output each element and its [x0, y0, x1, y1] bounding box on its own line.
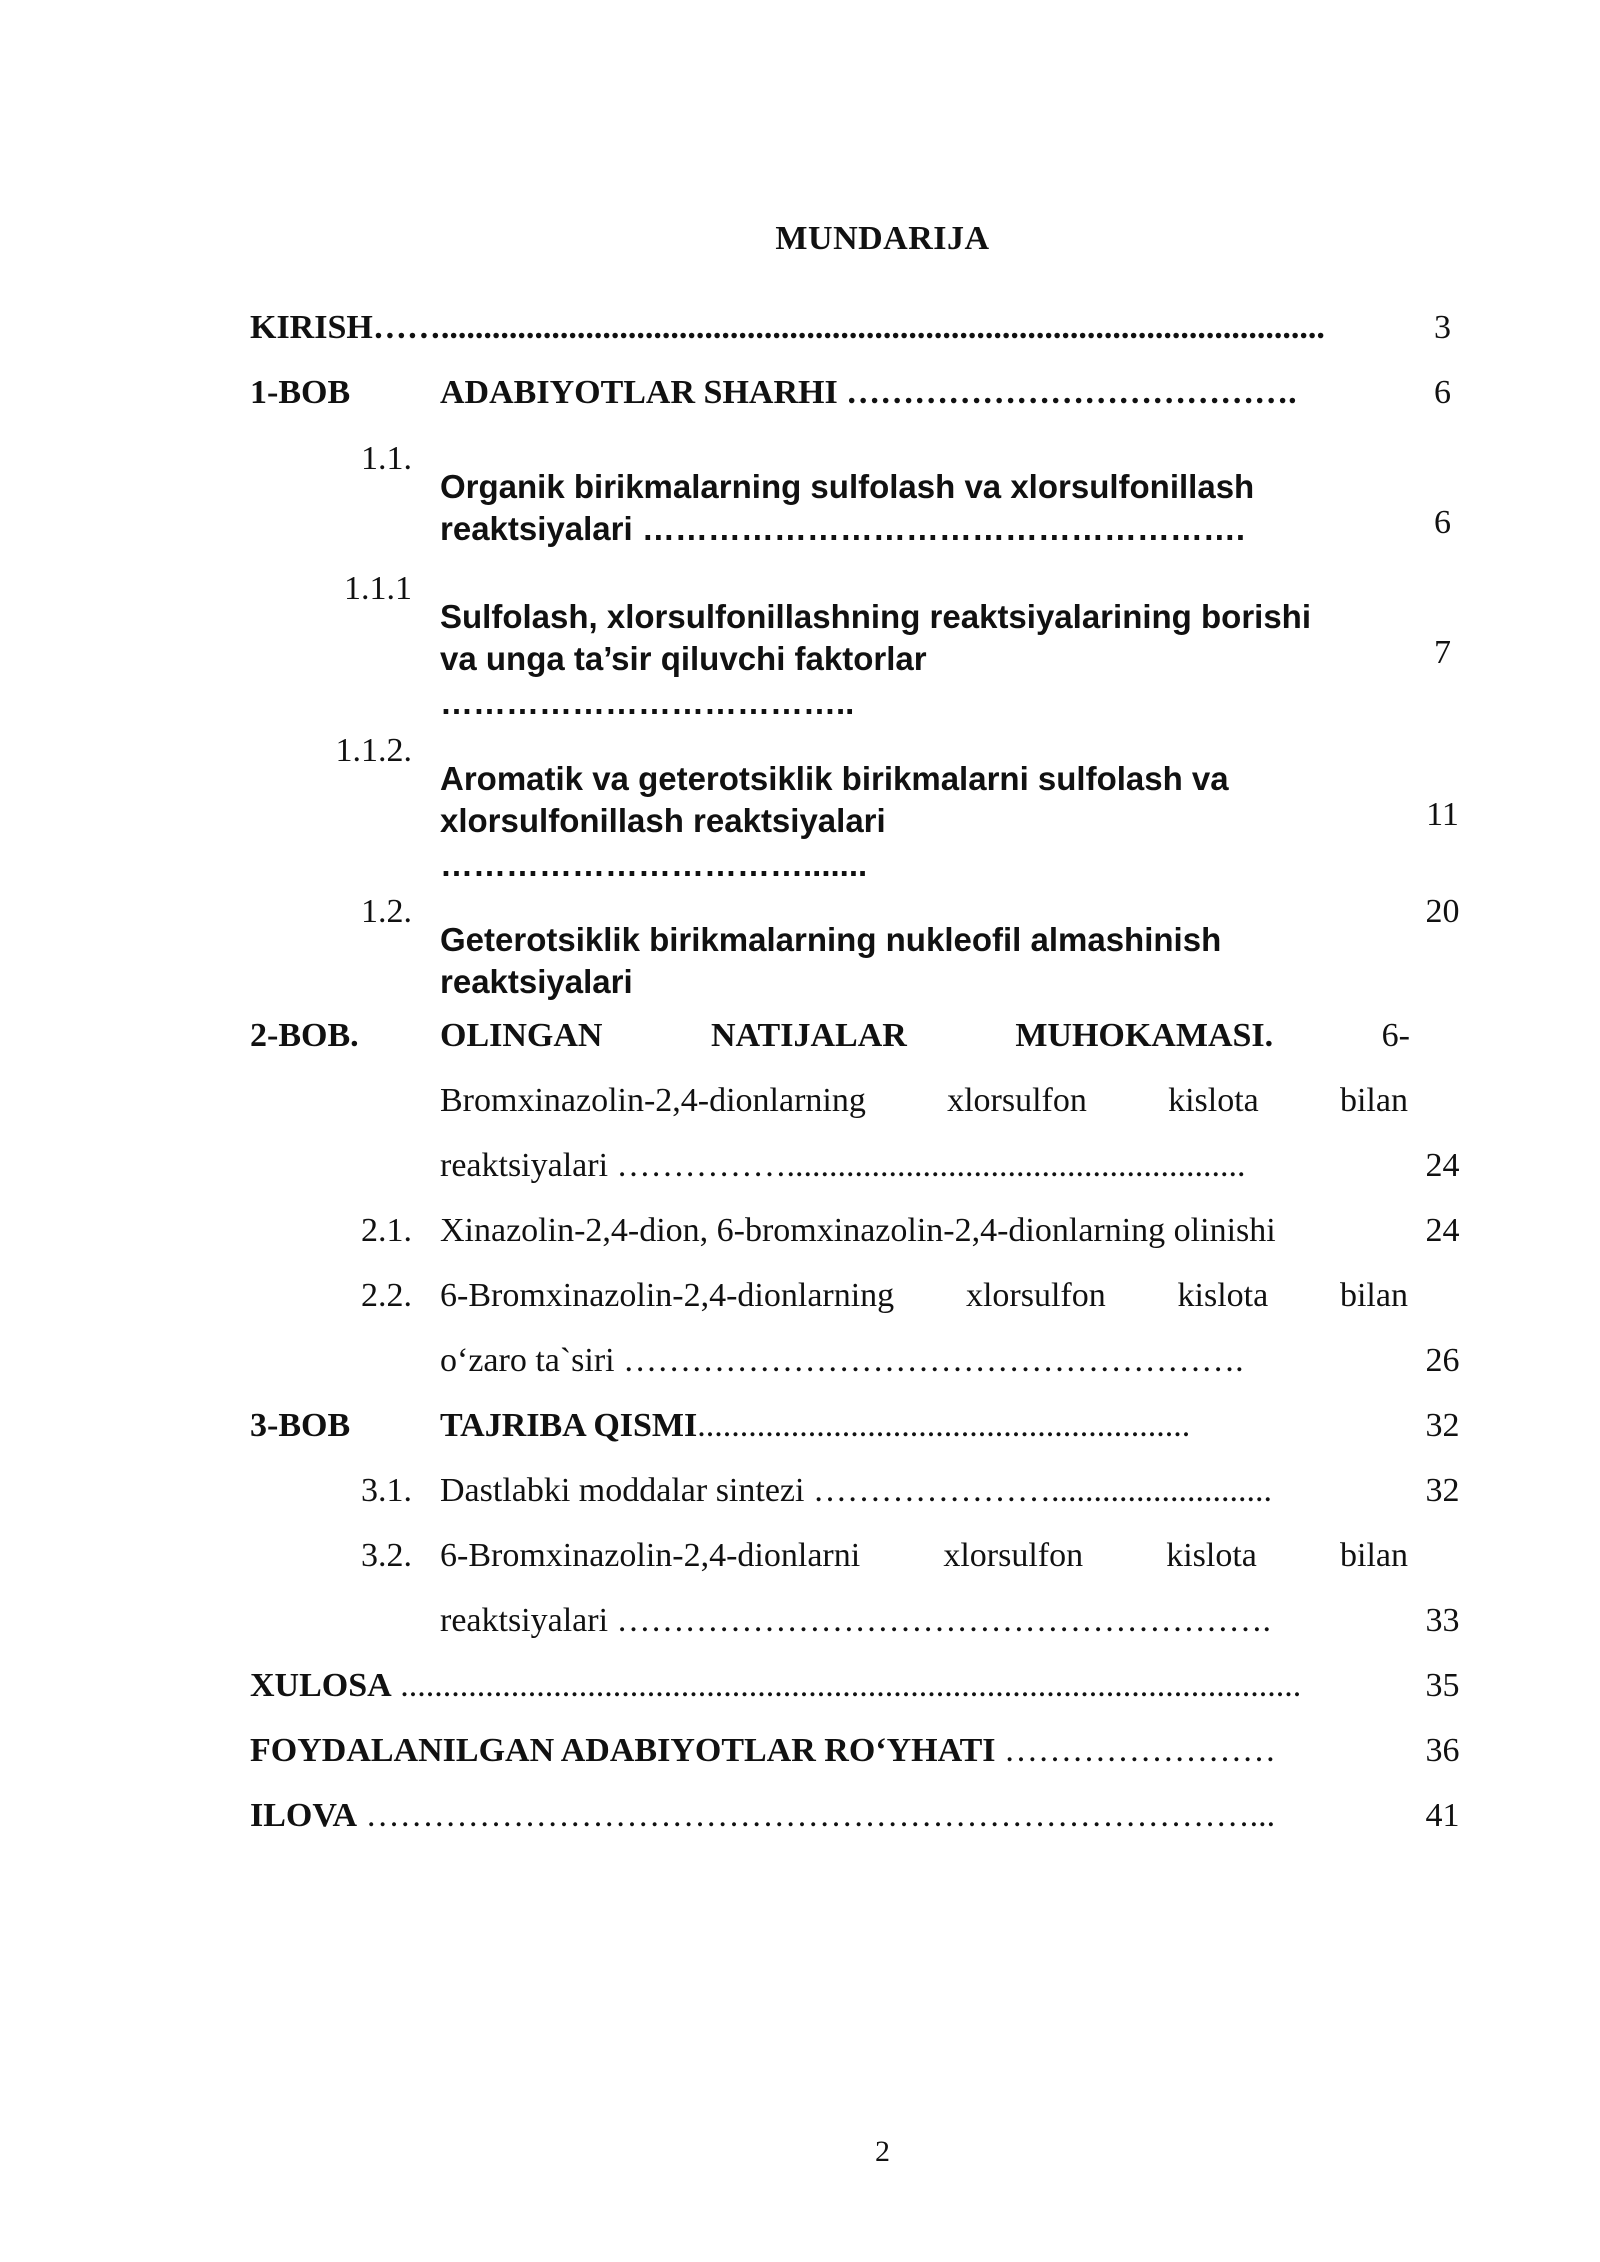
toc-page-number: 20 — [1425, 893, 1460, 930]
section-number: 2.2. — [361, 1277, 412, 1314]
chapter-title: XULOSA — [250, 1667, 392, 1704]
toc-page-number: 32 — [1425, 1407, 1460, 1444]
toc-entry-text: Dastlabki moddalar sintezi ………………….......................... — [440, 1472, 1272, 1509]
word: bilan — [1340, 1537, 1408, 1574]
toc-entry-text-line2 — [440, 1080, 1408, 1122]
toc-page-number: 11 — [1426, 796, 1459, 833]
section-number: 3.1. — [361, 1472, 412, 1509]
toc-entry-text — [250, 1730, 1276, 1772]
chapter-label: 1-BOB — [250, 374, 351, 411]
word: xlorsulfon — [965, 1277, 1106, 1314]
toc-entry-text — [440, 1405, 1190, 1447]
toc-page-number: 35 — [1425, 1667, 1460, 1704]
word: xlorsulfon — [947, 1082, 1087, 1119]
word: 6-Bromxinazolin-2,4-dionlarning — [440, 1277, 895, 1314]
word: xlorsulfon — [943, 1537, 1084, 1574]
toc-entry-dots: .......................................................................................................... — [391, 1667, 1302, 1704]
chapter-title: FOYDALANILGAN ADABIYOTLAR RO‘YHATI — [250, 1732, 996, 1769]
chapter-label: 3-BOB — [250, 1407, 351, 1444]
toc-page-number: 24 — [1425, 1212, 1460, 1249]
section-number: 1.1.2. — [335, 732, 412, 769]
section-number: 2.1. — [361, 1212, 412, 1249]
toc-entry-text: Xinazolin-2,4-dion, 6-bromxinazolin-2,4-dionlarning olinishi — [440, 1212, 1276, 1249]
word: MUHOKAMASI. — [1015, 1017, 1274, 1054]
word: bilan — [1339, 1082, 1408, 1119]
toc-entry-dots: ……………………………....... — [440, 846, 868, 883]
toc-entry-text: Aromatik va geterotsiklik birikmalarni sulfolash va — [440, 760, 1229, 797]
section-number: 1.1.1 — [344, 570, 412, 607]
toc-entry-dots: .......................................................... — [697, 1407, 1191, 1444]
toc-entry-text: ADABIYOTLAR SHARHI …………………………………. — [440, 374, 1297, 411]
toc-entry-text-line2: reaktsiyalari …………………………………………………. — [440, 1602, 1272, 1639]
toc-entry-text-line2: va unga ta’sir qiluvchi faktorlar — [440, 640, 927, 677]
toc-entry-text-line1 — [440, 1535, 1408, 1577]
toc-page-number: 36 — [1425, 1732, 1460, 1769]
page-number: 2 — [875, 2135, 890, 2168]
toc-entry-text-line2: o‘zaro ta`siri ………………………………………………. — [440, 1342, 1244, 1379]
toc-entry-text: Geterotsiklik birikmalarning nukleofil almashinish — [440, 921, 1222, 958]
toc-page-number: 6 — [1434, 374, 1451, 411]
page-title: MUNDARIJA — [775, 220, 990, 257]
toc-page-number: 33 — [1425, 1602, 1460, 1639]
toc-page-number: 32 — [1425, 1472, 1460, 1509]
chapter-label: 2-BOB. — [250, 1017, 359, 1054]
toc-page-number: 24 — [1425, 1147, 1460, 1184]
toc-page-number: 6 — [1434, 504, 1451, 541]
word: bilan — [1339, 1277, 1408, 1314]
toc-entry-text — [250, 1665, 1301, 1707]
chapter-title: ILOVA — [250, 1797, 358, 1834]
word: kislota — [1177, 1277, 1269, 1314]
toc-entry-text-line2: reaktsiyalari ………………………………………………. — [440, 510, 1245, 547]
toc-entry-text — [250, 1795, 1275, 1837]
toc-page-number: 3 — [1434, 309, 1451, 346]
toc-entry-text: Sulfolash, xlorsulfonillashning reaktsiyalarining borishi — [440, 598, 1312, 635]
toc-entry-dots: ……………………………………………………………………... — [357, 1797, 1276, 1834]
toc-entry-text: Organik birikmalarning sulfolash va xlorsulfonillash — [440, 468, 1255, 505]
word: 6- — [1381, 1017, 1410, 1054]
word: Bromxinazolin-2,4-dionlarning — [440, 1082, 866, 1119]
toc-entry-text-line3: reaktsiyalari ……………...................................................... — [440, 1147, 1246, 1184]
toc-page-number: 7 — [1434, 634, 1451, 671]
toc-entry-dots: ……………………………….. — [440, 684, 855, 721]
word: NATIJALAR — [710, 1017, 907, 1054]
toc-entry-text-line2: xlorsulfonillash reaktsiyalari — [440, 802, 886, 839]
toc-entry-text-line1 — [440, 1015, 1410, 1057]
toc-page-number: 26 — [1425, 1342, 1460, 1379]
word: kislota — [1168, 1082, 1259, 1119]
toc-page-number: 41 — [1425, 1797, 1460, 1834]
toc-entry-text-line1 — [440, 1275, 1408, 1317]
section-number: 1.1. — [361, 440, 412, 477]
toc-entry-text: KIRISH……........................................................................................................ — [250, 309, 1325, 346]
word: kislota — [1166, 1537, 1257, 1574]
section-number: 1.2. — [361, 893, 412, 930]
word: 6-Bromxinazolin-2,4-dionlarni — [440, 1537, 861, 1574]
chapter-title: TAJRIBA QISMI — [440, 1407, 698, 1444]
section-number: 3.2. — [361, 1537, 412, 1574]
word: OLINGAN — [440, 1017, 603, 1054]
toc-entry-text-line2: reaktsiyalari — [440, 963, 633, 1000]
toc-entry-dots: …………………… — [995, 1732, 1277, 1769]
